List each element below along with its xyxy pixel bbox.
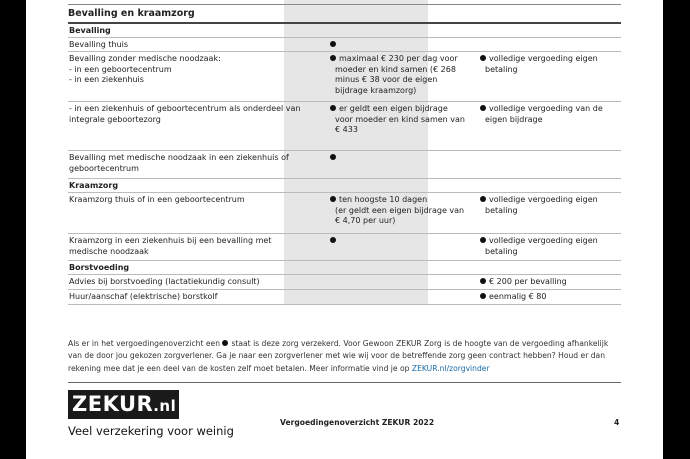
cell-text: eenmalig € 80 — [489, 292, 547, 301]
footnote — [68, 338, 621, 375]
cell-line — [330, 195, 468, 206]
cell-text: volledige vergoeding eigen — [489, 195, 598, 204]
bullet-icon — [480, 237, 486, 243]
footnote-line2: van de door jou gekozen zorgverlener. Ga je naar een zorgverlener met wie wij voor de betreffende zorg geen contract hebben? Houd er dan — [68, 351, 606, 361]
table-cell-c1 — [69, 236, 319, 257]
section-title: Bevalling en kraamzorg — [68, 8, 195, 19]
cell-text: maximaal € 230 per dag voor — [339, 54, 458, 63]
table-cell-c1 — [69, 26, 319, 37]
bullet-icon — [330, 55, 336, 61]
cell-line: bijdrage kraamzorg) — [335, 85, 417, 95]
table-section-header — [68, 261, 621, 275]
table-cell-c2 — [330, 54, 468, 96]
cell-text: volledige vergoeding van de — [489, 104, 603, 113]
footnote-line1b: staat is deze zorg verzekerd. Voor Gewoon ZEKUR Zorg is de hoogte van de vergoeding afhankelijk — [231, 339, 609, 348]
bullet-icon — [480, 105, 486, 111]
table-cell-c1 — [69, 40, 319, 51]
cell-line: integrale geboortezorg — [69, 114, 161, 124]
cell-line: betaling — [485, 205, 518, 215]
table-row — [68, 151, 621, 179]
table-cell-c2 — [330, 153, 468, 164]
cell-text: € 200 per bevalling — [489, 277, 567, 286]
cell-line: geboortecentrum — [69, 163, 139, 173]
cell-line — [480, 54, 620, 65]
cell-line: medische noodzaak — [69, 246, 149, 256]
zekur-logo — [68, 390, 179, 419]
table-cell-c1 — [69, 292, 319, 303]
bullet-icon — [330, 196, 336, 202]
table-cell-c3 — [480, 277, 620, 288]
table-cell-c2 — [330, 236, 468, 247]
table-cell-c3 — [480, 292, 620, 303]
table-row — [68, 102, 621, 151]
table-cell-c1 — [69, 263, 319, 274]
tagline: Veel verzekering voor weinig — [68, 424, 234, 438]
table-cell-c3 — [480, 195, 620, 216]
cell-line — [330, 54, 468, 65]
cell-line — [480, 104, 620, 115]
table-row — [68, 38, 621, 52]
bullet-icon — [480, 278, 486, 284]
table-cell-c2 — [330, 40, 468, 51]
cell-line: betaling — [485, 64, 518, 74]
cell-line: voor moeder en kind samen van — [335, 114, 465, 124]
cell-line: € 433 — [335, 125, 358, 134]
cell-line: Bevalling thuis — [69, 40, 129, 49]
table-cell-c1 — [69, 104, 319, 125]
bullet-icon — [330, 237, 336, 243]
bullet-icon — [480, 293, 486, 299]
footnote-line1a: Als er in het vergoedingenoverzicht een — [68, 339, 221, 348]
zorgvinder-link[interactable]: ZEKUR.nl/zorgvinder — [411, 363, 490, 373]
table-row — [68, 193, 621, 234]
cell-line: Borstvoeding — [69, 263, 130, 272]
document-page — [26, 0, 663, 459]
cell-line: Bevalling — [69, 26, 111, 35]
table-cell-c1 — [69, 153, 319, 174]
cell-line: Kraamzorg in een ziekenhuis bij een bevalling met — [69, 236, 272, 245]
footnote-line3: rekening mee dat je een deel van de kosten zelf moet betalen. Meer informatie vind je op — [68, 363, 410, 373]
table-row — [68, 290, 621, 305]
table-row — [68, 275, 621, 290]
cell-line: Kraamzorg thuis of in een geboortecentrum — [69, 195, 245, 204]
cell-text: er geldt een eigen bijdrage — [339, 104, 448, 113]
cell-line: € 4,70 per uur) — [335, 216, 396, 225]
table-cell-c3 — [480, 54, 620, 75]
cell-line: (er geldt een eigen bijdrage van — [335, 205, 465, 215]
cell-line: Advies bij borstvoeding (lactatiekundig consult) — [69, 277, 260, 286]
bullet-icon — [330, 154, 336, 160]
bullet-icon — [330, 105, 336, 111]
bullet-icon — [330, 41, 336, 47]
table-cell-c3 — [480, 104, 620, 125]
cell-text: ten hoogste 10 dagen — [339, 195, 428, 204]
cell-line: moeder en kind samen (€ 268 — [335, 64, 456, 74]
logo-suffix: .nl — [153, 397, 177, 415]
table-cell-c1 — [69, 54, 319, 86]
cell-line: Bevalling met medische noodzaak in een ziekenhuis of — [69, 153, 289, 162]
cell-line: Bevalling zonder medische noodzaak: — [69, 54, 221, 63]
bottom-rule — [68, 382, 621, 383]
cell-line: eigen bijdrage — [485, 114, 543, 124]
cell-line — [480, 277, 620, 288]
cell-line: minus € 38 voor de eigen — [335, 75, 438, 84]
cell-text: volledige vergoeding eigen — [489, 54, 598, 63]
table-cell-c2 — [330, 104, 468, 136]
table-cell-c1 — [69, 181, 319, 192]
bullet-icon — [480, 196, 486, 202]
cell-line: - in een geboortecentrum — [69, 64, 172, 74]
table-cell-c1 — [69, 277, 319, 288]
cell-line — [330, 104, 468, 115]
cell-line: - in een ziekenhuis of geboortecentrum als onderdeel van — [69, 104, 301, 113]
page-number: 4 — [614, 418, 620, 427]
table-cell-c1 — [69, 195, 319, 206]
table-section-header — [68, 24, 621, 38]
cell-text: volledige vergoeding eigen — [489, 236, 598, 245]
table-cell-c2 — [330, 195, 468, 227]
top-rule — [68, 4, 621, 5]
logo-main: ZEKUR — [72, 392, 154, 416]
footer-title: Vergoedingenoverzicht ZEKUR 2022 — [280, 418, 435, 427]
table-section-header — [68, 179, 621, 193]
bullet-icon — [480, 55, 486, 61]
bullet-icon — [222, 340, 228, 346]
table-cell-c3 — [480, 236, 620, 257]
cell-line: Kraamzorg — [69, 181, 119, 190]
cell-line — [480, 236, 620, 247]
cell-line: betaling — [485, 246, 518, 256]
cell-line — [480, 292, 620, 303]
cell-line: - in een ziekenhuis — [69, 75, 144, 84]
cell-line: Huur/aanschaf (elektrische) borstkolf — [69, 292, 218, 301]
table-row — [68, 234, 621, 261]
cell-line — [480, 195, 620, 206]
table-row — [68, 52, 621, 102]
